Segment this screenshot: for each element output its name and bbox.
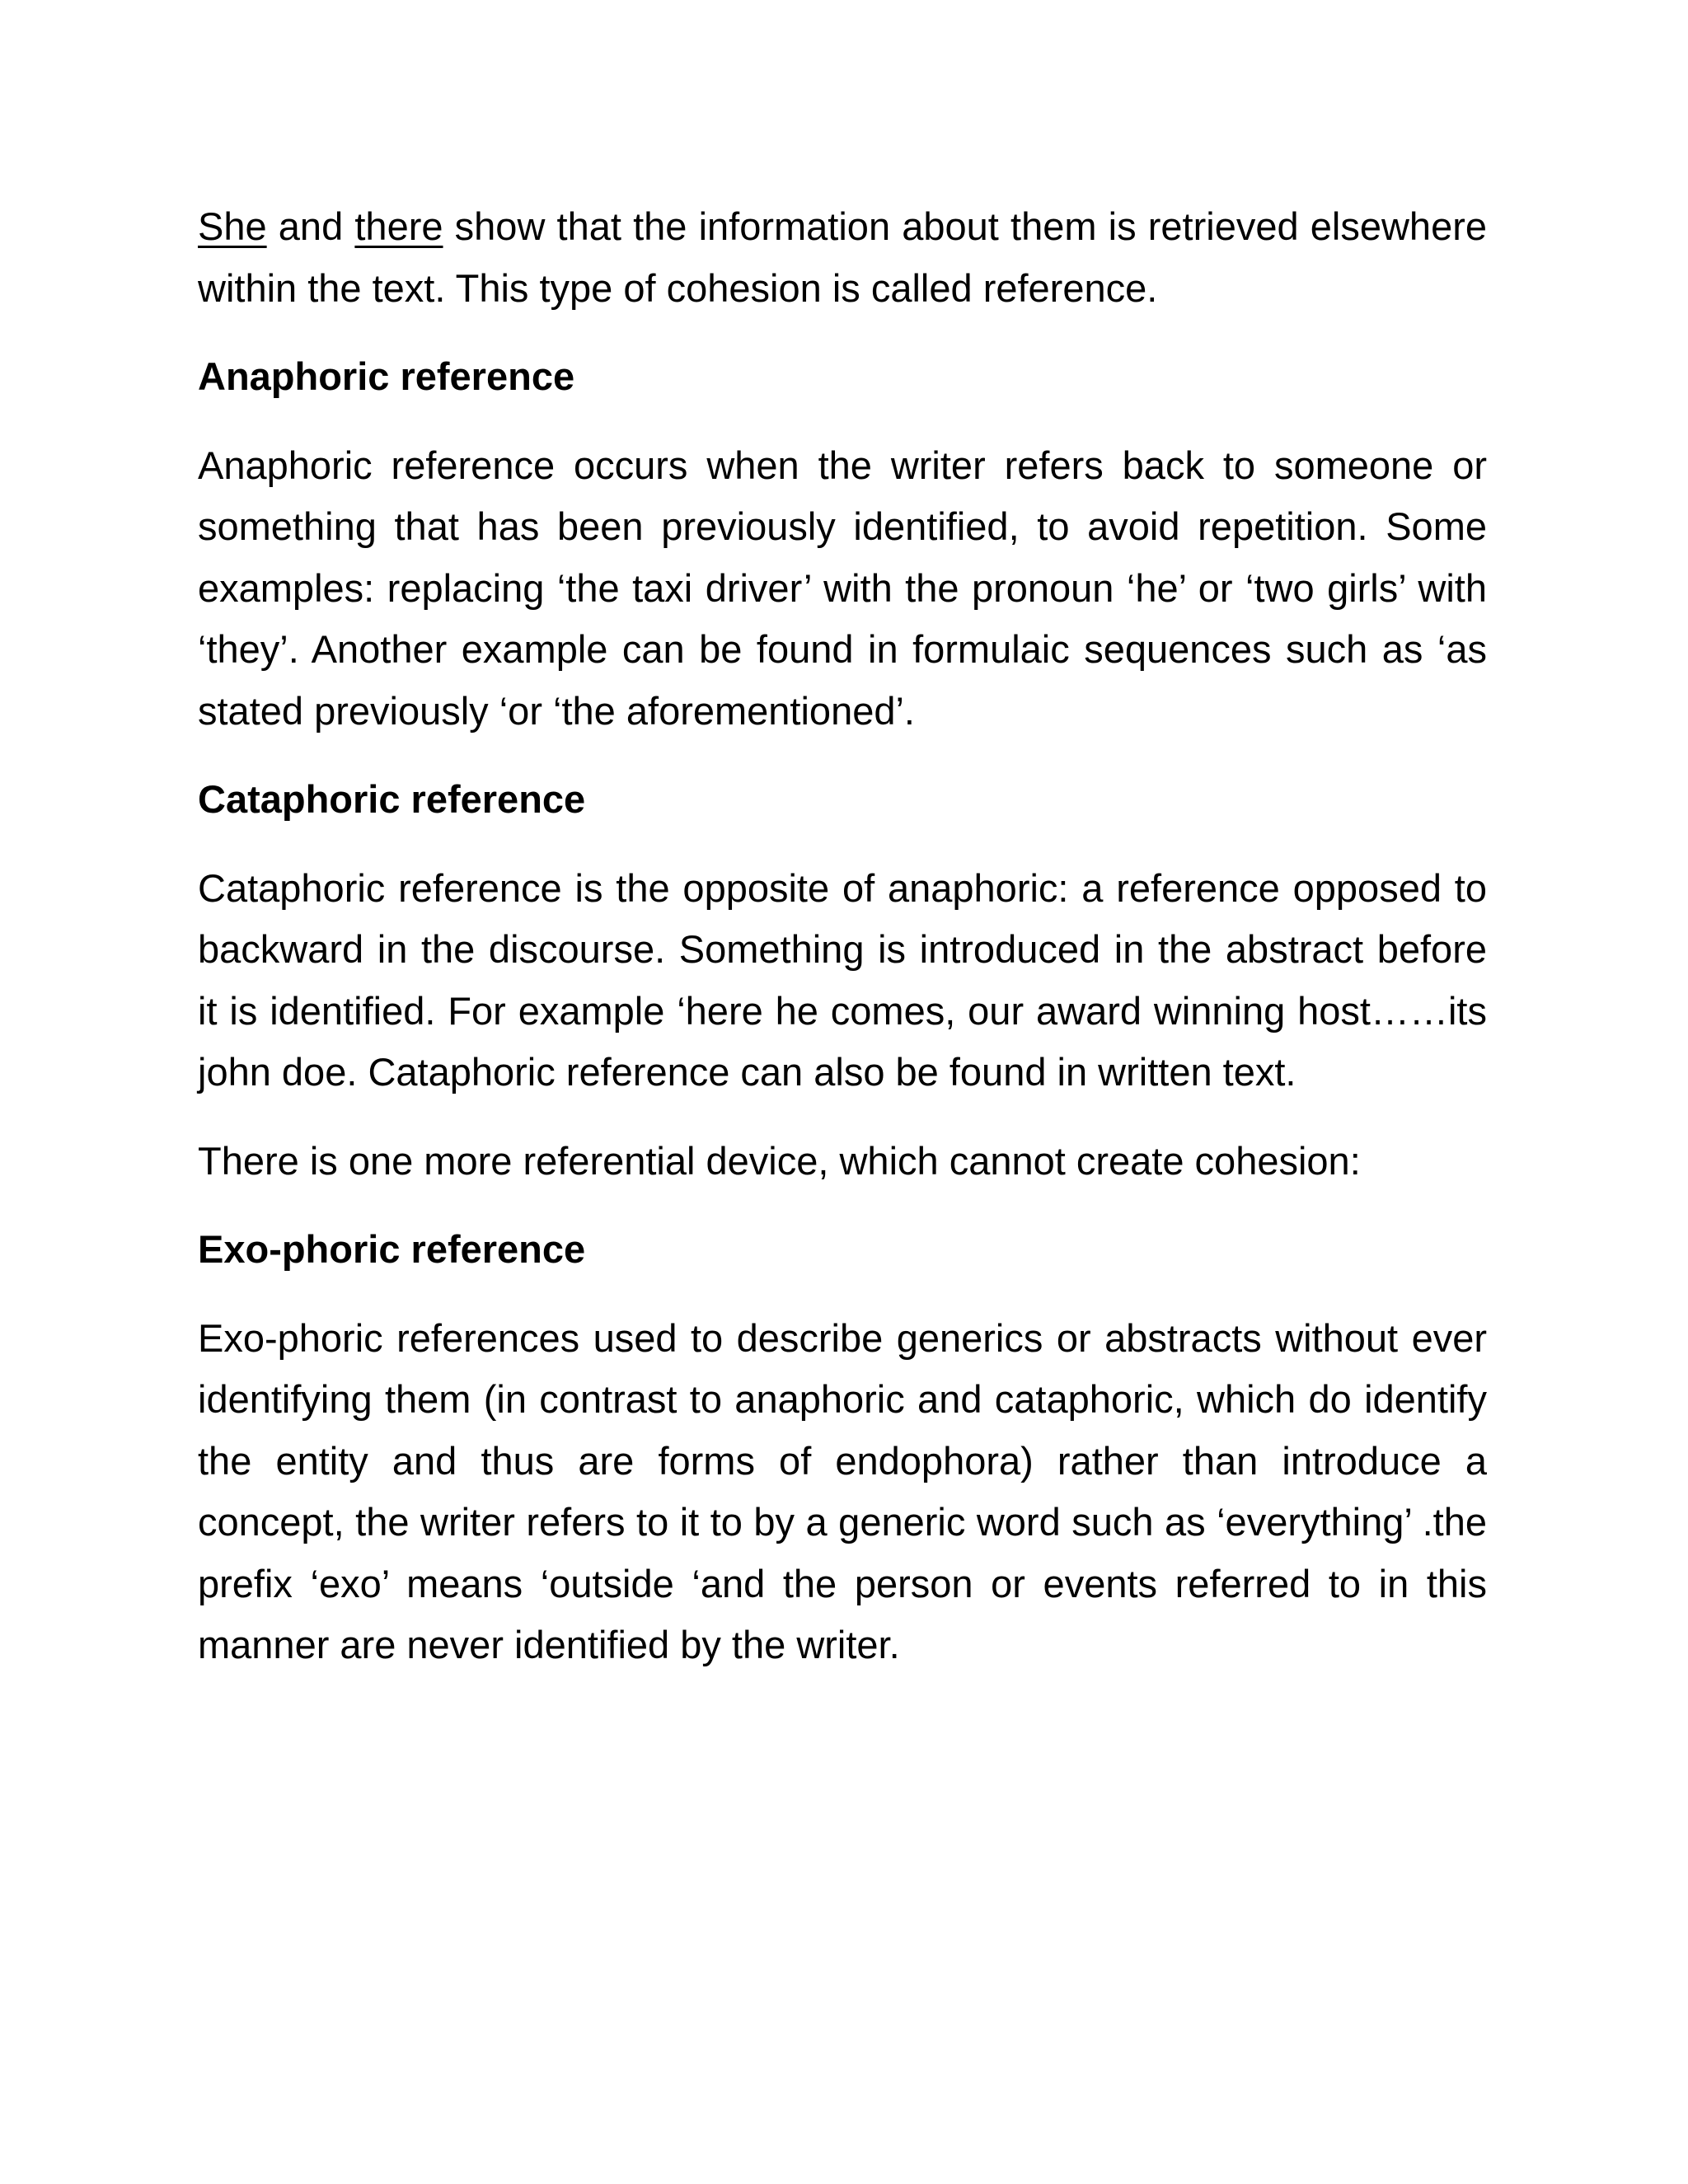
underlined-word-she: She	[198, 204, 267, 248]
transition-paragraph: There is one more referential device, which cannot create cohesion:	[198, 1138, 1361, 1183]
anaphoric-heading: Anaphoric reference	[198, 354, 575, 398]
exophoric-paragraph: Exo-phoric references used to describe generics or abstracts without ever identifying them (in contrast to anaphoric and cataphoric, which do identify the entity and thus are forms of endophora) rather than introduce a concept, the writer refers to it to by a generic word such as ‘everything’ .the prefix ‘exo’ means ‘outside ‘and the person or events referred to in this manner are never identified by the writer.	[198, 1315, 1487, 1666]
document-page	[198, 196, 1487, 1704]
exophoric-heading: Exo-phoric reference	[198, 1227, 586, 1271]
underlined-word-there: there	[354, 204, 443, 248]
intro-rest-text: show that the information about them is retrieved elsewhere within the text. This type of cohesion is called reference.	[198, 204, 1487, 310]
intro-paragraph	[198, 196, 1487, 319]
intro-join-text: and	[266, 204, 355, 248]
cataphoric-heading: Cataphoric reference	[198, 777, 586, 821]
anaphoric-paragraph: Anaphoric reference occurs when the writer refers back to someone or something that has been previously identified, to avoid repetition. Some examples: replacing ‘the taxi driver’ with the pronoun ‘he’ or ‘two girls’ with ‘they’. Another example can be found in formulaic sequences such as ‘as stated previously ‘or ‘the aforementioned’.	[198, 443, 1487, 733]
cataphoric-paragraph: Cataphoric reference is the opposite of anaphoric: a reference opposed to backward in the discourse. Something is introduced in the abstract before it is identified. For example ‘here he comes, our award winning host……its john doe. Cataphoric reference can also be found in written text.	[198, 865, 1487, 1094]
